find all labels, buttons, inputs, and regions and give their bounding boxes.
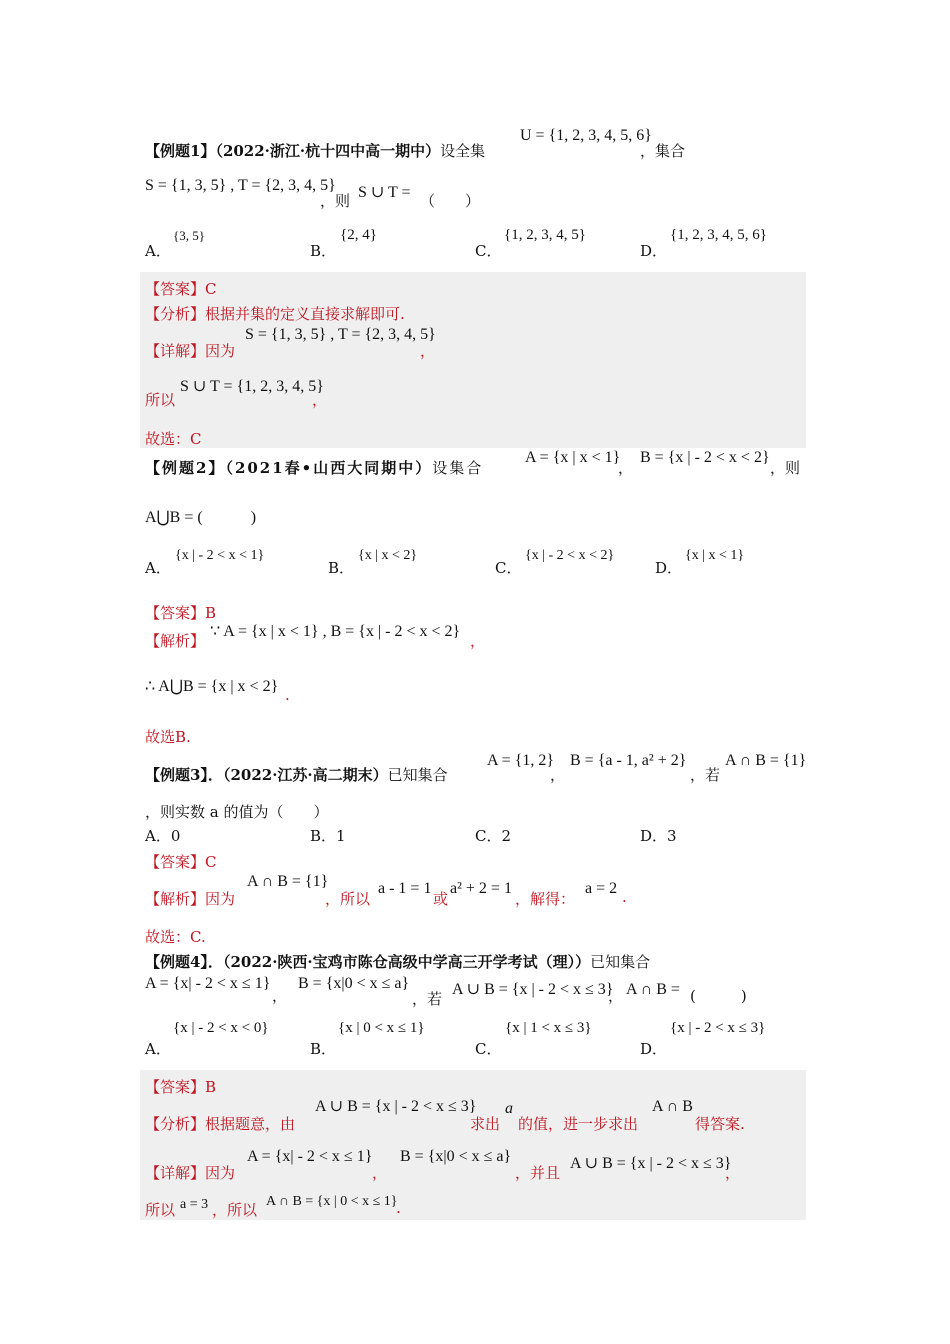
q4-det-math3: A ∪ B = {x | - 2 < x ≤ 3}: [570, 1155, 732, 1172]
q4-option-d-value: {x | - 2 < x ≤ 3}: [670, 1020, 766, 1036]
q3-sol-t1: ，所以: [325, 890, 371, 908]
q3-source: （2022·江苏·高二期末）: [222, 766, 388, 784]
q3-sol-t3: ，解得：: [515, 890, 576, 908]
q1-answer-box: [140, 272, 806, 448]
q3-math-c: A ∩ B = {1}: [725, 752, 807, 769]
q4-text2: ，若: [412, 990, 443, 1008]
q4-option-a: A．: [145, 1040, 171, 1058]
q3-sol-math4: a = 2: [585, 880, 618, 897]
q4-stem: [145, 951, 650, 972]
q2-option-b-value: {x | x < 2}: [358, 548, 418, 563]
q1-analysis: 【分析】根据并集的定义直接求解即可.: [145, 305, 405, 323]
q4-option-d: D．: [640, 1040, 668, 1058]
q4-ana-t3: 得答案.: [695, 1115, 745, 1133]
q1-so-math: S ∪ T = {1, 2, 3, 4, 5}: [180, 378, 324, 395]
q3-text: 已知集合: [387, 766, 448, 784]
q2-choose: 故选B.: [145, 728, 191, 746]
q3-choose: 故选：C.: [145, 928, 206, 946]
q4-answer-box: [140, 1070, 806, 1220]
q2-option-c-value: {x | - 2 < x < 2}: [525, 548, 615, 563]
q3-stem: [145, 764, 448, 785]
q2-answer: 【答案】B: [145, 604, 217, 622]
q3-text2: ，若: [690, 766, 721, 784]
q3-sol-t2: 或: [433, 890, 449, 908]
q4-so-t1: ，所以: [212, 1201, 258, 1219]
q3-sol-math2: a - 1 = 1: [378, 880, 432, 897]
q1-option-d-value: {1, 2, 3, 4, 5, 6}: [670, 227, 767, 243]
q1-text2: ，集合: [640, 142, 686, 160]
q4-det-end: ，: [725, 1164, 741, 1182]
q4-sep: ，: [272, 987, 288, 1005]
q4-math-d: A ∩ B =: [626, 981, 680, 998]
q3-option-b: B．1: [310, 827, 346, 845]
q1-text3: ，则: [320, 192, 351, 210]
q4-ana-t1: 求出: [470, 1115, 501, 1133]
q2-therefore: ∴ A⋃B = {x | x < 2}: [145, 678, 279, 695]
q1-choose: 故选：C: [145, 430, 202, 448]
q3-option-d: D．3: [640, 827, 677, 845]
q4-option-c: C．: [475, 1040, 502, 1058]
q1-option-a: A．: [145, 242, 171, 260]
q4-paren: ( ): [690, 987, 747, 1005]
q4-label: 【例题4】．: [145, 953, 223, 971]
q4-det-t1: ，并且: [515, 1164, 561, 1182]
q4-option-a-value: {x | - 2 < x < 0}: [173, 1020, 269, 1036]
q2-sep: ，: [618, 459, 634, 477]
q1-detail-label: 【详解】因为: [145, 342, 236, 360]
q2-text: 设集合: [432, 459, 484, 477]
q3-sol-math3: a² + 2 = 1: [450, 880, 512, 897]
q4-answer: 【答案】B: [145, 1078, 217, 1096]
q1-label: 【例题1】: [145, 142, 216, 160]
q3-label: 【例题3】．: [145, 766, 223, 784]
q4-option-b: B．: [310, 1040, 337, 1058]
q2-option-d: D．: [655, 559, 683, 577]
q2-option-d-value: {x | x < 1}: [685, 548, 745, 563]
q1-math-q: S ∪ T =: [358, 184, 411, 201]
q1-source: （2022·浙江·杭十四中高一期中）: [215, 142, 441, 160]
q2-therefore-end: .: [285, 686, 290, 704]
q2-label: 【例题2】: [145, 459, 226, 477]
q1-so-label: 所以: [145, 391, 176, 409]
q2-sol-end: ，: [470, 632, 486, 650]
q3-sep: ，: [550, 766, 566, 784]
q1-paren: （ ）: [420, 192, 481, 210]
q2-sol-math: ∵ A = {x | x < 1} , B = {x | - 2 < x < 2}: [210, 623, 461, 640]
q4-math-c: A ∪ B = {x | - 2 < x ≤ 3}: [452, 981, 614, 998]
q4-so-label: 所以: [145, 1201, 176, 1219]
q2-option-b: B．: [328, 559, 355, 577]
q4-source: （2022·陕西·宝鸡市陈仓高级中学高三开学考试（理））: [222, 953, 591, 971]
q4-option-c-value: {x | 1 < x ≤ 3}: [505, 1020, 592, 1036]
q1-stem: [145, 140, 485, 161]
q1-answer: 【答案】C: [145, 280, 217, 298]
q4-det-math1: A = {x| - 2 < x ≤ 1}: [247, 1148, 373, 1165]
q1-detail-end: ，: [420, 342, 436, 360]
q1-option-c: C．: [475, 242, 502, 260]
q1-option-a-value: {3, 5}: [173, 228, 205, 243]
q1-math-st: S = {1, 3, 5} , T = {2, 3, 4, 5}: [145, 177, 336, 194]
q4-option-b-value: {x | 0 < x ≤ 1}: [338, 1020, 425, 1036]
q2-text2: ，则: [770, 459, 801, 477]
q4-math-a: A = {x| - 2 < x ≤ 1}: [145, 975, 271, 992]
q3-line2: ，则实数 a 的值为（ ）: [145, 803, 329, 821]
q2-option-a: A．: [145, 559, 171, 577]
q3-sol-end: .: [622, 888, 627, 906]
q2-math-b: B = {x | - 2 < x < 2}: [640, 449, 770, 466]
q4-text: 已知集合: [590, 953, 651, 971]
q3-option-a: A．0: [145, 827, 181, 845]
q2-option-c: C．: [495, 559, 522, 577]
q1-text: 设全集: [440, 142, 486, 160]
q4-ana-math1: A ∪ B = {x | - 2 < x ≤ 3}: [315, 1098, 477, 1115]
q2-math-a: A = {x | x < 1}: [525, 449, 621, 466]
q4-ana-t2: 的值，进一步求出: [518, 1115, 639, 1133]
q4-so-math1: a = 3: [180, 1197, 209, 1212]
q2-sol-label: 【解析】: [145, 632, 206, 650]
q3-sol-label: 【解析】因为: [145, 890, 236, 908]
q1-option-b: B．: [310, 242, 337, 260]
q3-option-c: C．2: [475, 827, 512, 845]
q2-math-q: A⋃B = ( ): [145, 509, 257, 526]
q4-ana-label: 【分析】根据题意，由: [145, 1115, 296, 1133]
q4-ana-math2: a: [505, 1100, 513, 1117]
q1-option-c-value: {1, 2, 3, 4, 5}: [504, 227, 586, 243]
q1-option-d: D．: [640, 242, 668, 260]
q2-option-a-value: {x | - 2 < x < 1}: [175, 548, 265, 563]
q4-so-math2: A ∩ B = {x | 0 < x ≤ 1}: [266, 1194, 398, 1209]
q1-math-u: U = {1, 2, 3, 4, 5, 6}: [520, 127, 652, 144]
q2-stem: [145, 457, 483, 478]
q4-det-sep: ，: [372, 1164, 388, 1182]
q4-so-end: .: [396, 1199, 401, 1217]
q1-so-end: ，: [312, 391, 328, 409]
q4-ana-math3: A ∩ B: [652, 1098, 693, 1115]
q3-answer: 【答案】C: [145, 853, 217, 871]
q3-math-b: B = {a - 1, a² + 2}: [570, 752, 687, 769]
q4-math-b: B = {x|0 < x ≤ a}: [298, 975, 410, 992]
q4-det-label: 【详解】因为: [145, 1164, 236, 1182]
q1-option-b-value: {2, 4}: [340, 227, 377, 243]
q4-det-math2: B = {x|0 < x ≤ a}: [400, 1148, 512, 1165]
q1-detail-math: S = {1, 3, 5} , T = {2, 3, 4, 5}: [245, 326, 436, 343]
q3-sol-math1: A ∩ B = {1}: [247, 873, 329, 890]
q2-source: （2021春•山西大同期中）: [225, 459, 433, 477]
q4-sep2: ，: [608, 987, 624, 1005]
q3-math-a: A = {1, 2}: [487, 752, 555, 769]
